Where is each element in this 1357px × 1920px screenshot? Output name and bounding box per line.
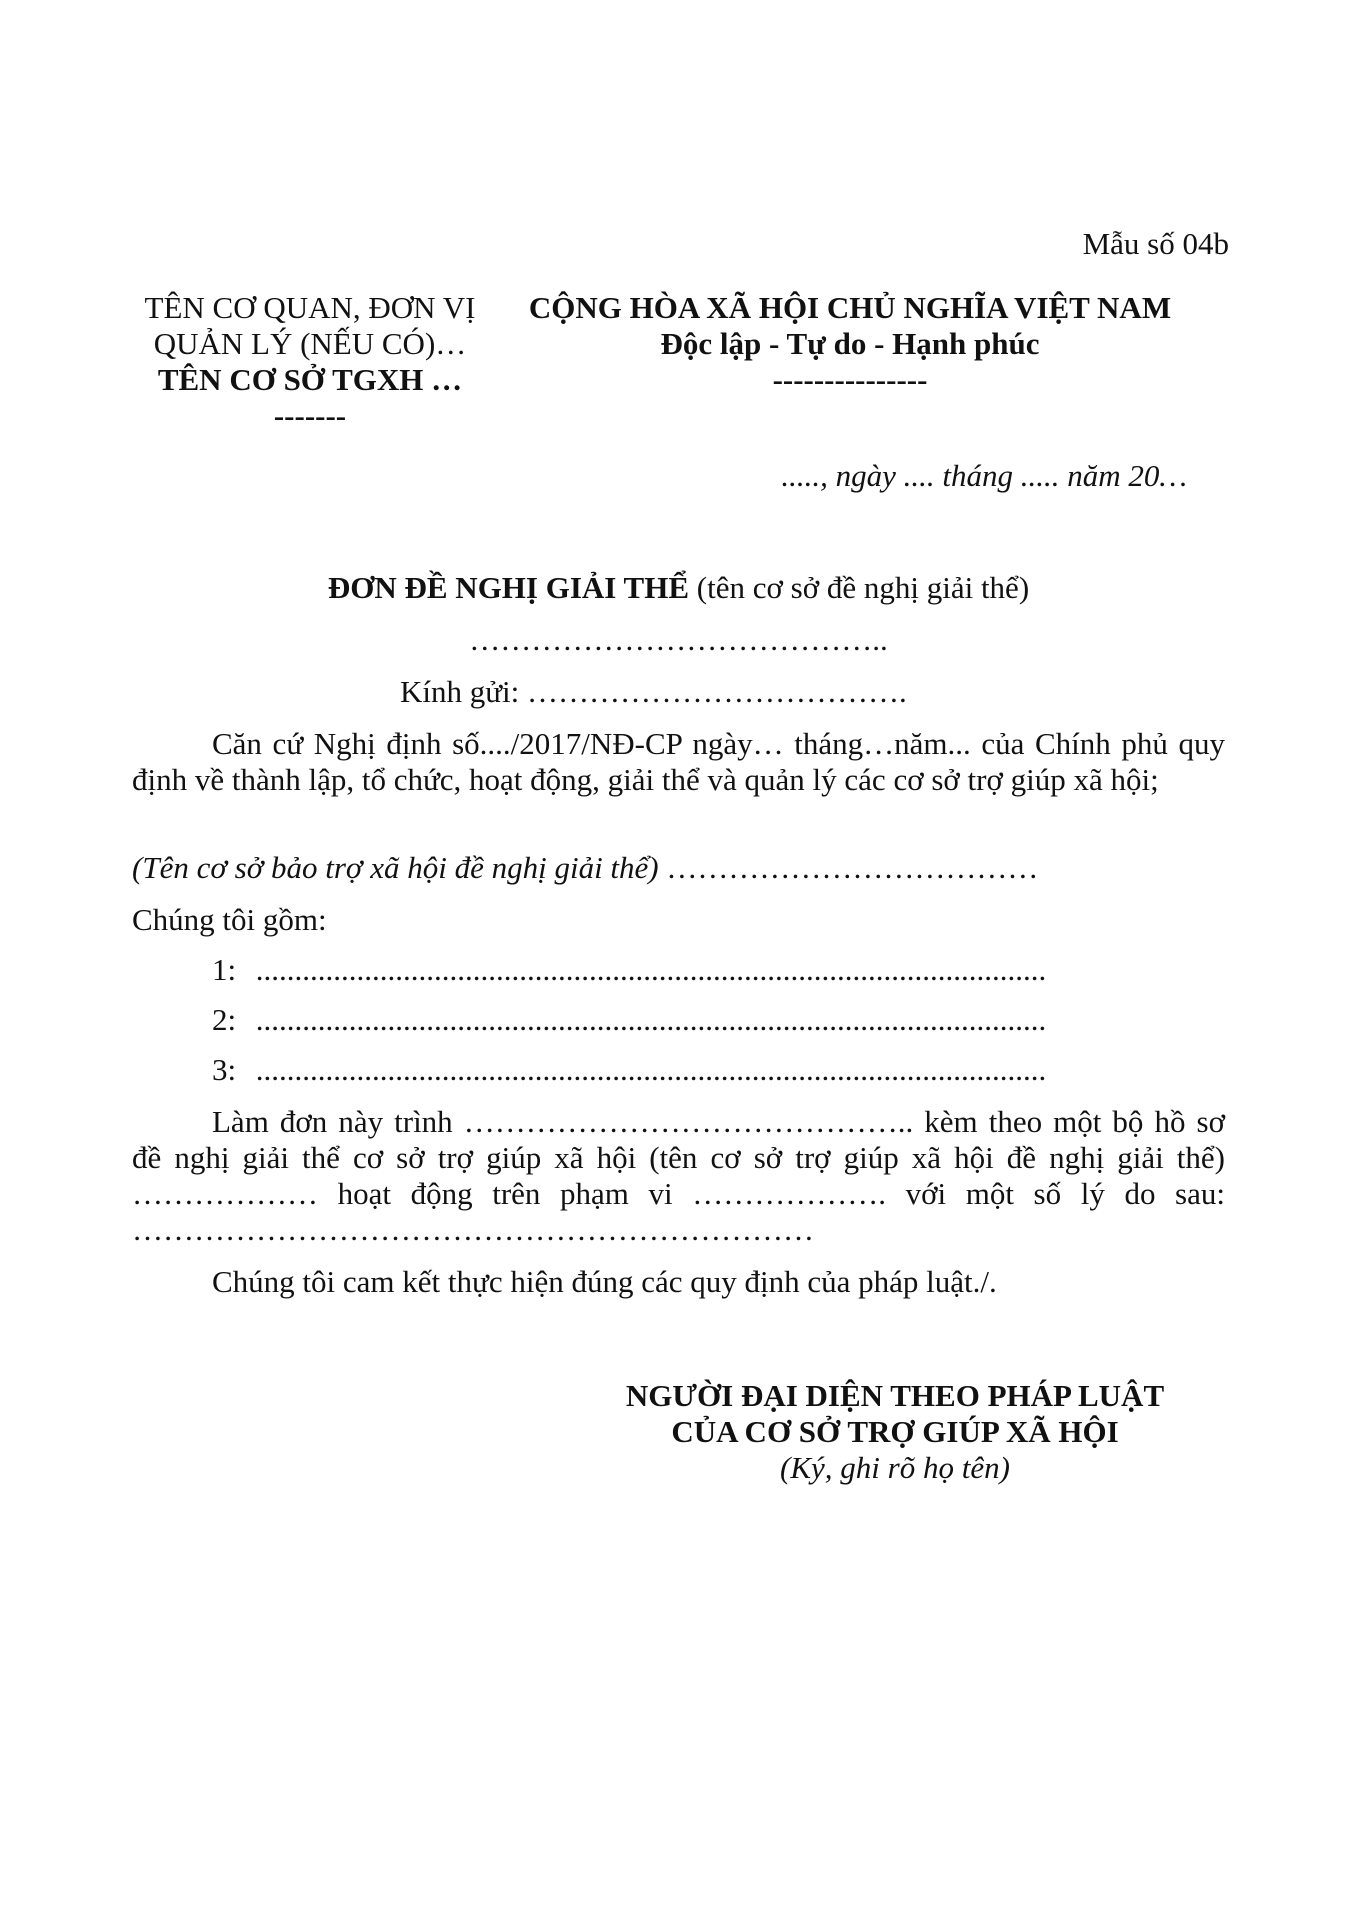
signature-block <box>600 1378 1190 1486</box>
member-dots: ...................................................................................................... <box>248 952 1047 987</box>
recipient-line: Kính gửi: ………………………………. <box>400 674 907 709</box>
facility-name-italic: (Tên cơ sở bảo trợ xã hội đề nghị giải thể) <box>132 850 659 885</box>
signature-title-1: NGƯỜI ĐẠI DIỆN THEO PHÁP LUẬT <box>625 1378 1165 1413</box>
facility-name: TÊN CƠ SỞ TGXH … <box>157 362 463 397</box>
request-paragraph: Làm đơn này trình …………………………………….. kèm theo một bộ hồ sơ đề nghị giải thể cơ sở trợ giúp xã hội (tên cơ sở trợ giúp xã hội đề nghị giải thể) ……………… hoạt động trên phạm vi ………………. với một số lý do sau: ………………………………………………………… <box>132 1104 1225 1247</box>
agency-line-2: QUẢN LÝ (NẾU CÓ)… <box>153 326 467 361</box>
document-title <box>0 570 1357 606</box>
members-heading: Chúng tôi gồm: <box>132 902 327 937</box>
national-motto: Độc lập - Tự do - Hạnh phúc <box>660 326 1040 361</box>
member-line-3 <box>212 1052 1046 1088</box>
member-label: 3: <box>212 1052 237 1087</box>
agency-header <box>120 290 500 434</box>
member-line-2 <box>212 1002 1046 1038</box>
legal-basis-paragraph: Căn cứ Nghị định số..../2017/NĐ-CP ngày… tháng…năm... của Chính phủ quy định về thành lập, tổ chức, hoạt động, giải thể và quản lý các cơ sở trợ giúp xã hội; <box>132 726 1225 797</box>
facility-name-dots: ……………………………… <box>658 850 1039 885</box>
title-note: (tên cơ sở đề nghị giải thể) <box>689 570 1030 605</box>
member-label: 2: <box>212 1002 237 1037</box>
form-number: Mẫu số 04b <box>1082 226 1229 261</box>
national-divider: --------------- <box>772 362 928 397</box>
country-name: CỘNG HÒA XÃ HỘI CHỦ NGHĨA VIỆT NAM <box>528 290 1172 325</box>
agency-line-1: TÊN CƠ QUAN, ĐƠN VỊ <box>144 290 476 325</box>
member-dots: ...................................................................................................... <box>248 1052 1047 1087</box>
member-label: 1: <box>212 952 237 987</box>
national-header <box>520 290 1180 398</box>
title-bold: ĐƠN ĐỀ NGHỊ GIẢI THỂ <box>327 570 690 605</box>
signature-instruction: (Ký, ghi rõ họ tên) <box>780 1450 1010 1485</box>
title-dots: ………………………………….. <box>469 622 888 657</box>
member-line-1 <box>212 952 1046 988</box>
date-line: ....., ngày .... tháng ..... năm 20… <box>781 458 1187 493</box>
facility-name-line <box>132 850 1225 886</box>
member-dots: ...................................................................................................... <box>248 1002 1047 1037</box>
signature-title-2: CỦA CƠ SỞ TRỢ GIÚP XÃ HỘI <box>671 1414 1119 1449</box>
agency-divider: ------- <box>273 398 347 433</box>
commitment-paragraph: Chúng tôi cam kết thực hiện đúng các quy định của pháp luật./. <box>212 1264 997 1299</box>
